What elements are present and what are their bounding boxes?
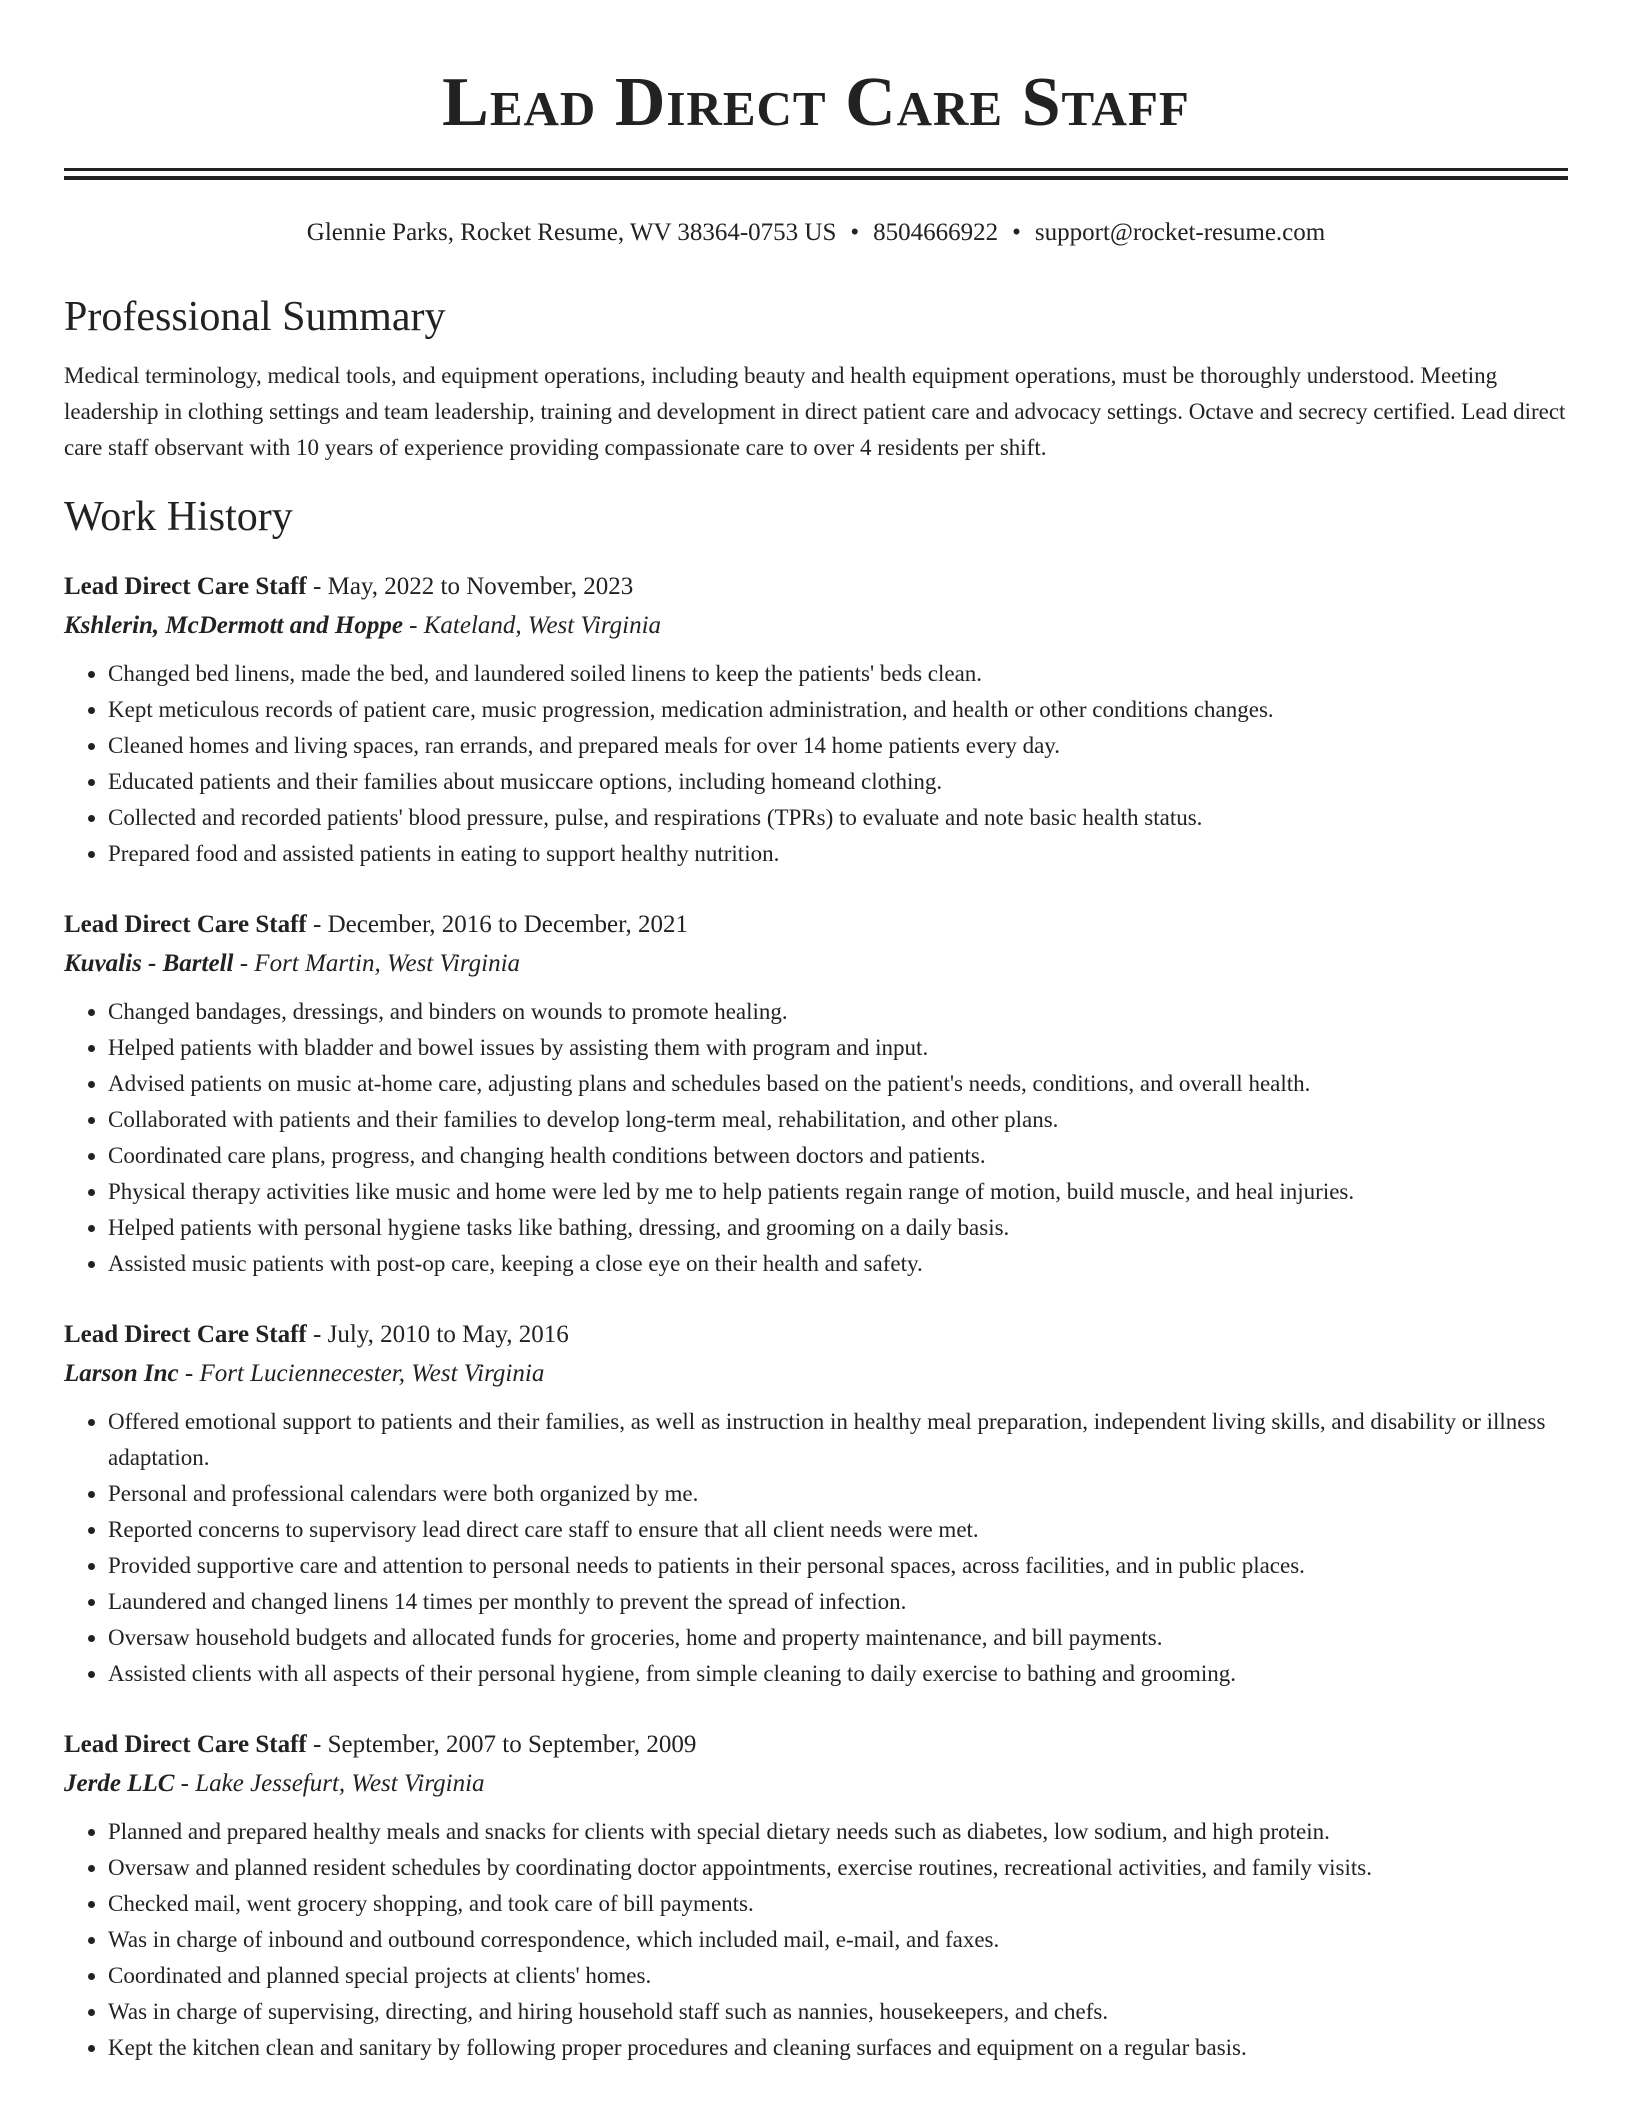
job-bullets: [64, 656, 1568, 872]
list-item: • Provided supportive care and attention to personal needs to patients in their personal spaces, across facilities, and in public places.: [108, 1548, 1568, 1584]
list-item: • Laundered and changed linens 14 times per monthly to prevent the spread of infection.: [108, 1584, 1568, 1620]
list-item: • Assisted clients with all aspects of their personal hygiene, from simple cleaning to daily exercise to bathing and grooming.: [108, 1656, 1568, 1692]
list-item: • Kept meticulous records of patient care, music progression, medication administration, and health or other conditions changes.: [108, 692, 1568, 728]
job-employer: Larson Inc: [64, 1360, 179, 1387]
list-item: • Assisted music patients with post-op care, keeping a close eye on their health and safety.: [108, 1246, 1568, 1282]
job-dates: September, 2007 to September, 2009: [327, 1731, 697, 1758]
job-title: Lead Direct Care Staff: [64, 573, 307, 600]
contact-phone: 8504666922: [873, 219, 999, 246]
job-location: Kateland, West Virginia: [423, 612, 662, 639]
job-bullets: [64, 994, 1568, 1282]
job-entry: [64, 1726, 1568, 2066]
job-employer-line: Jerde LLC - Lake Jessefurt, West Virginia: [64, 1770, 485, 1797]
job-dates: December, 2016 to December, 2021: [327, 911, 688, 938]
list-item: • Was in charge of supervising, directing, and hiring household staff such as nannies, housekeepers, and chefs.: [108, 1994, 1568, 2030]
contact-address: Glennie Parks, Rocket Resume, WV 38364-0753 US: [306, 219, 837, 246]
job-title-line: Lead Direct Care Staff - December, 2016 to December, 2021: [64, 911, 688, 938]
job-location: Fort Luciennecester, West Virginia: [199, 1360, 545, 1387]
list-item: • Physical therapy activities like music and home were led by me to help patients regain range of motion, build muscle, and heal injuries.: [108, 1174, 1568, 1210]
job-location: Fort Martin, West Virginia: [254, 950, 521, 977]
list-item: • Checked mail, went grocery shopping, and took care of bill payments.: [108, 1886, 1568, 1922]
job-entry: [64, 906, 1568, 1282]
job-title: Lead Direct Care Staff: [64, 911, 307, 938]
list-item: • Personal and professional calendars were both organized by me.: [108, 1476, 1568, 1512]
list-item: • Coordinated care plans, progress, and changing health conditions between doctors and patients.: [108, 1138, 1568, 1174]
list-item: • Collaborated with patients and their families to develop long-term meal, rehabilitation, and other plans.: [108, 1102, 1568, 1138]
list-item: • Helped patients with bladder and bowel issues by assisting them with program and input.: [108, 1030, 1568, 1066]
list-item: • Changed bed linens, made the bed, and laundered soiled linens to keep the patients' beds clean.: [108, 656, 1568, 692]
list-item: • Advised patients on music at-home care, adjusting plans and schedules based on the patient's needs, conditions, and overall health.: [108, 1066, 1568, 1102]
job-employer-line: Kshlerin, McDermott and Hoppe - Kateland, West Virginia: [64, 612, 662, 639]
list-item: • Helped patients with personal hygiene tasks like bathing, dressing, and grooming on a daily basis.: [108, 1210, 1568, 1246]
list-item: • Offered emotional support to patients and their families, as well as instruction in healthy meal preparation, independent living skills, and disability or illness adaptation.: [108, 1404, 1568, 1476]
job-title-line: Lead Direct Care Staff - September, 2007 to September, 2009: [64, 1731, 697, 1758]
list-item: • Cleaned homes and living spaces, ran errands, and prepared meals for over 14 home patients every day.: [108, 728, 1568, 764]
job-entry: [64, 1316, 1568, 1692]
list-item: • Reported concerns to supervisory lead direct care staff to ensure that all client needs were met.: [108, 1512, 1568, 1548]
job-employer: Kuvalis - Bartell: [64, 950, 234, 977]
job-employer: Jerde LLC: [64, 1770, 175, 1797]
contact-line: [64, 218, 1568, 248]
job-employer: Kshlerin, McDermott and Hoppe: [64, 612, 403, 639]
job-dates: July, 2010 to May, 2016: [327, 1321, 569, 1348]
list-item: • Changed bandages, dressings, and binders on wounds to promote healing.: [108, 994, 1568, 1030]
list-item: • Was in charge of inbound and outbound correspondence, which included mail, e-mail, and faxes.: [108, 1922, 1568, 1958]
job-title: Lead Direct Care Staff: [64, 1321, 307, 1348]
job-bullets: [64, 1814, 1568, 2066]
list-item: • Educated patients and their families about musiccare options, including homeand clothing.: [108, 764, 1568, 800]
job-title-line: Lead Direct Care Staff - July, 2010 to May, 2016: [64, 1321, 569, 1348]
list-item: • Oversaw household budgets and allocated funds for groceries, home and property maintenance, and bill payments.: [108, 1620, 1568, 1656]
list-item: • Coordinated and planned special projects at clients' homes.: [108, 1958, 1568, 1994]
list-item: • Prepared food and assisted patients in eating to support healthy nutrition.: [108, 836, 1568, 872]
job-employer-line: Kuvalis - Bartell - Fort Martin, West Virginia: [64, 950, 521, 977]
job-title-line: Lead Direct Care Staff - May, 2022 to November, 2023: [64, 573, 634, 600]
job-entry: [64, 568, 1568, 872]
list-item: • Collected and recorded patients' blood pressure, pulse, and respirations (TPRs) to evaluate and note basic health status.: [108, 800, 1568, 836]
work-history-list: [64, 568, 1568, 2066]
job-dates: May, 2022 to November, 2023: [327, 573, 634, 600]
resume-name: Lead Direct Care Staff: [442, 64, 1190, 141]
contact-email: support@rocket-resume.com: [1034, 219, 1326, 246]
header-rule-thin: [64, 176, 1568, 180]
job-bullets: [64, 1404, 1568, 1692]
work-history-heading: Work History: [64, 494, 293, 540]
summary-heading: Professional Summary: [64, 294, 446, 340]
summary-text: Medical terminology, medical tools, and equipment operations, including beauty and health equipment operations, must be thoroughly understood. Meeting leadership in clothing settings and team leadership, training and development in direct patient care and advocacy settings. Octave and secrecy certified. Lead direct care staff observant with 10 years of experience providing compassionate care to over 4 residents per shift.: [64, 363, 1566, 460]
list-item: • Planned and prepared healthy meals and snacks for clients with special dietary needs such as diabetes, low sodium, and high protein.: [108, 1814, 1568, 1850]
list-item: • Kept the kitchen clean and sanitary by following proper procedures and cleaning surfaces and equipment on a regular basis.: [108, 2030, 1568, 2066]
job-location: Lake Jessefurt, West Virginia: [195, 1770, 485, 1797]
job-title: Lead Direct Care Staff: [64, 1731, 307, 1758]
contact-separator: •: [850, 219, 860, 246]
contact-separator: •: [1012, 219, 1021, 246]
list-item: • Oversaw and planned resident schedules by coordinating doctor appointments, exercise routines, recreational activities, and family visits.: [108, 1850, 1568, 1886]
job-employer-line: Larson Inc - Fort Luciennecester, West Virginia: [64, 1360, 545, 1387]
